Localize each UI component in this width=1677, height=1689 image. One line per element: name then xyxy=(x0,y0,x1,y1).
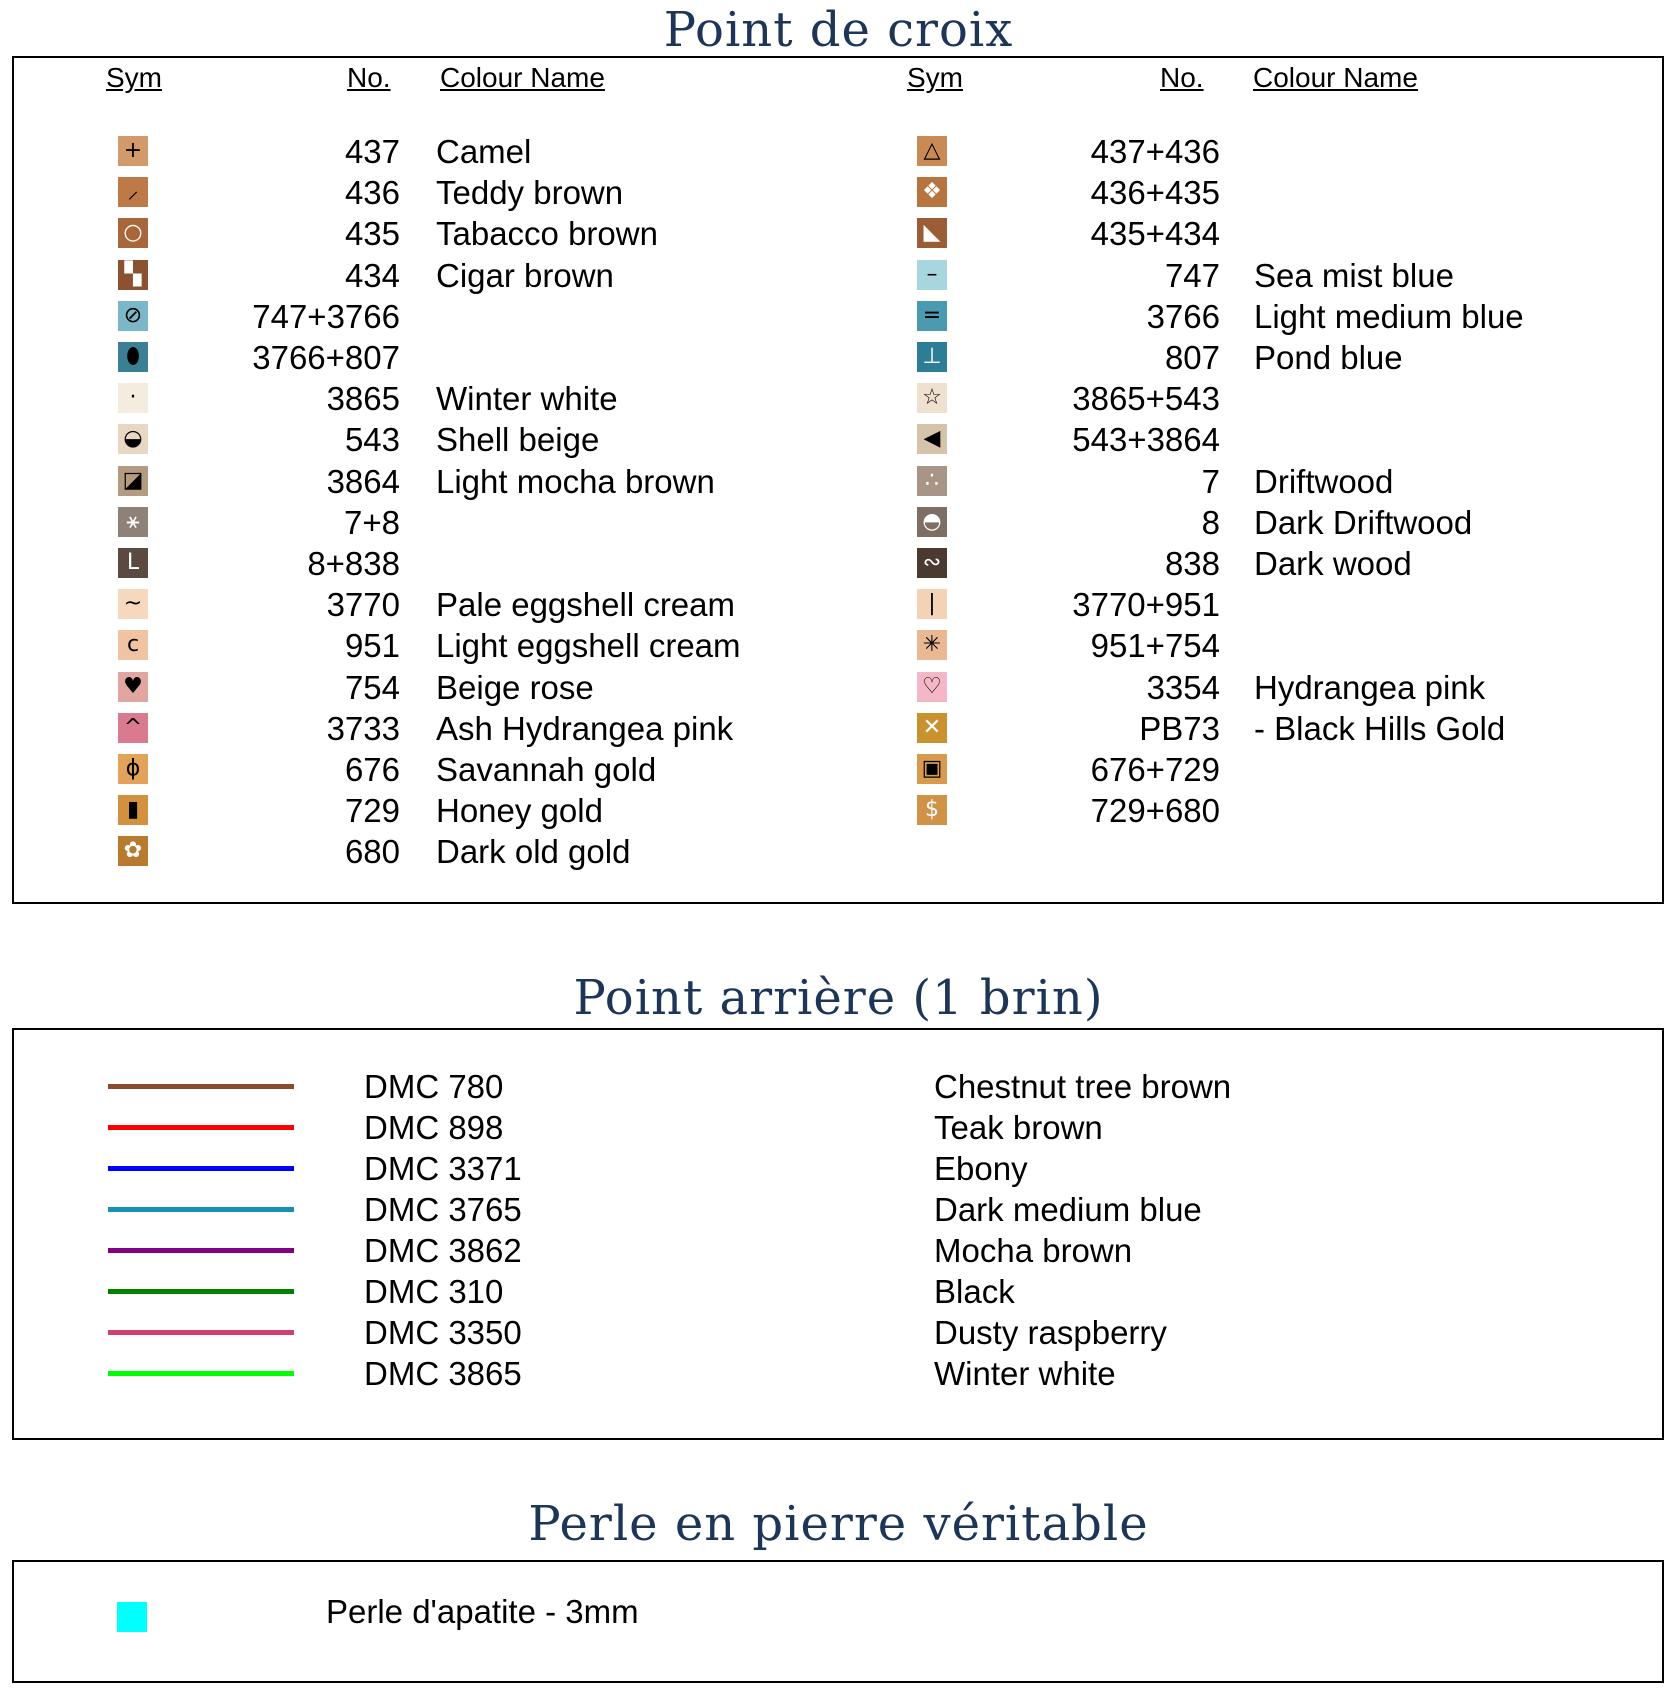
colour-name: Ebony xyxy=(934,1150,1028,1187)
dmc-code: DMC 310 xyxy=(364,1273,504,1310)
letter-l-icon: L xyxy=(118,548,148,578)
colour-name: Dark wood xyxy=(1254,545,1412,582)
thread-line-swatch xyxy=(108,1207,294,1212)
colour-name: Light eggshell cream xyxy=(436,627,741,664)
thread-number: 729+680 xyxy=(1090,792,1220,829)
backstitch-row xyxy=(14,1148,1654,1189)
beads-legend xyxy=(12,1560,1664,1683)
header-name-right: Colour Name xyxy=(1253,62,1418,93)
colour-name: Savannah gold xyxy=(436,751,657,788)
thread-line-swatch xyxy=(108,1330,294,1335)
thread-number: 3865 xyxy=(326,380,400,417)
thread-number: 951+754 xyxy=(1090,627,1220,664)
colour-name: Dark Driftwood xyxy=(1254,504,1473,541)
colour-name: Ash Hydrangea pink xyxy=(436,710,734,747)
thread-number: 747+3766 xyxy=(252,298,400,335)
diagonal-square-icon: ◪ xyxy=(118,466,148,496)
colour-name: Light mocha brown xyxy=(436,463,715,500)
corner-triangle-icon: ◣ xyxy=(917,218,947,248)
legend-row-right xyxy=(14,791,1654,831)
equals-icon: = xyxy=(917,301,947,331)
dmc-code: DMC 3371 xyxy=(364,1150,522,1187)
colour-name: Teddy brown xyxy=(436,174,624,211)
thread-number: 543+3864 xyxy=(1072,421,1220,458)
thread-line-swatch xyxy=(108,1125,294,1130)
thread-number: 680 xyxy=(344,833,400,870)
cross-stitch-title: Point de croix xyxy=(663,2,1014,58)
pin-icon: ⸝ xyxy=(118,177,148,207)
backstitch-row xyxy=(14,1107,1654,1148)
dash-icon: – xyxy=(917,260,947,290)
phi-icon: ϕ xyxy=(118,754,148,784)
legend-row-right xyxy=(14,173,1654,213)
header-name-left: Colour Name xyxy=(440,62,605,93)
thread-number: 3864 xyxy=(326,463,400,500)
thread-line-swatch xyxy=(108,1166,294,1171)
caret-icon: ^ xyxy=(118,713,148,743)
colour-name: Black xyxy=(934,1273,1015,1310)
thread-number: 754 xyxy=(344,669,400,706)
backstitch-title: Point arrière (1 brin) xyxy=(573,970,1104,1026)
tilde-icon: ~ xyxy=(118,589,148,619)
colour-name: Dusty raspberry xyxy=(934,1314,1167,1351)
checker-icon: ▚ xyxy=(118,260,148,290)
legend-row-right xyxy=(14,462,1654,502)
ellipse-icon: ⬮ xyxy=(118,342,148,372)
thread-line-swatch xyxy=(108,1084,294,1089)
dots-icon: ∴ xyxy=(917,466,947,496)
colour-name: Camel xyxy=(436,133,532,170)
header-no-left: No. xyxy=(347,62,391,93)
header-no-right: No. xyxy=(1160,62,1204,93)
backstitch-legend xyxy=(12,1028,1664,1440)
cross-icon: ✕ xyxy=(917,713,947,743)
legend-row-right xyxy=(14,709,1654,749)
heart-outline-icon: ♡ xyxy=(917,672,947,702)
thread-number: 7 xyxy=(1201,463,1220,500)
colour-name: Sea mist blue xyxy=(1254,257,1454,294)
thread-line-swatch xyxy=(108,1248,294,1253)
backstitch-row xyxy=(14,1066,1654,1107)
legend-row-right xyxy=(14,668,1654,708)
thread-number: PB73 xyxy=(1139,710,1220,747)
thread-number: 807 xyxy=(1164,339,1220,376)
colour-name: Dark old gold xyxy=(436,833,631,870)
thread-line-swatch xyxy=(108,1371,294,1376)
backstitch-row xyxy=(14,1230,1654,1271)
thread-number: 3766 xyxy=(1146,298,1220,335)
colour-name: Hydrangea pink xyxy=(1254,669,1486,706)
thread-number: 7+8 xyxy=(344,504,400,541)
colour-name: Tabacco brown xyxy=(436,215,658,252)
colour-name: Cigar brown xyxy=(436,257,614,294)
colour-name: Pale eggshell cream xyxy=(436,586,735,623)
asterisk-icon: ⚹ xyxy=(118,507,148,537)
backstitch-row xyxy=(14,1189,1654,1230)
thread-number: 437 xyxy=(344,133,400,170)
colour-name: Pond blue xyxy=(1254,339,1403,376)
thread-number: 436+435 xyxy=(1090,174,1220,211)
flower-icon: ✿ xyxy=(118,836,148,866)
thread-number: 838 xyxy=(1164,545,1220,582)
heart-icon: ♥ xyxy=(118,672,148,702)
legend-row-right xyxy=(14,297,1654,337)
thread-number: 3865+543 xyxy=(1072,380,1220,417)
dmc-code: DMC 898 xyxy=(364,1109,504,1146)
dmc-code: DMC 3350 xyxy=(364,1314,522,1351)
colour-name: Light medium blue xyxy=(1254,298,1524,335)
bead-name: Perle d'apatite - 3mm xyxy=(326,1593,639,1630)
colour-name: Shell beige xyxy=(436,421,600,458)
bar-icon: ▮ xyxy=(118,795,148,825)
header-sym-left: Sym xyxy=(106,62,162,93)
thread-number: 434 xyxy=(344,257,400,294)
framed-square-icon: ▣ xyxy=(917,754,947,784)
top-half-circle-icon: ◓ xyxy=(917,507,947,537)
thread-number: 8+838 xyxy=(307,545,400,582)
wave-icon: ∾ xyxy=(917,548,947,578)
cross-stitch-legend xyxy=(12,56,1664,904)
thread-number: 3770+951 xyxy=(1072,586,1220,623)
colour-name: Dark medium blue xyxy=(934,1191,1202,1228)
thread-number: 543 xyxy=(344,421,400,458)
legend-row-right xyxy=(14,585,1654,625)
legend-row-right xyxy=(14,503,1654,543)
colour-name: Winter white xyxy=(934,1355,1116,1392)
beads-title: Perle en pierre véritable xyxy=(528,1496,1149,1552)
diamond-cluster-icon: ❖ xyxy=(917,177,947,207)
thread-number: 729 xyxy=(344,792,400,829)
thread-number: 435+434 xyxy=(1090,215,1220,252)
plus-icon: + xyxy=(118,136,148,166)
dmc-code: DMC 3862 xyxy=(364,1232,522,1269)
legend-row-right xyxy=(14,256,1654,296)
slashed-circle-icon: ⊘ xyxy=(118,301,148,331)
thread-line-swatch xyxy=(108,1289,294,1294)
backstitch-row xyxy=(14,1312,1654,1353)
thread-number: 435 xyxy=(344,215,400,252)
legend-row-left xyxy=(14,832,1654,872)
thread-number: 951 xyxy=(344,627,400,664)
legend-row-right xyxy=(14,626,1654,666)
dmc-code: DMC 3865 xyxy=(364,1355,522,1392)
legend-row-right xyxy=(14,750,1654,790)
pipe-icon: | xyxy=(917,589,947,619)
thread-number: 436 xyxy=(344,174,400,211)
dollar-icon: $ xyxy=(917,795,947,825)
colour-name: Chestnut tree brown xyxy=(934,1068,1232,1105)
thread-number: 676 xyxy=(344,751,400,788)
dot-icon: · xyxy=(118,383,148,413)
thread-number: 3770 xyxy=(326,586,400,623)
circle-icon: ○ xyxy=(118,218,148,248)
thread-number: 3354 xyxy=(1146,669,1220,706)
legend-row-right xyxy=(14,379,1654,419)
legend-row-right xyxy=(14,214,1654,254)
colour-name: - Black Hills Gold xyxy=(1254,710,1506,747)
star-icon: ☆ xyxy=(917,383,947,413)
legend-row-right xyxy=(14,420,1654,460)
colour-name: Mocha brown xyxy=(934,1232,1133,1269)
colour-name: Beige rose xyxy=(436,669,594,706)
arrow-left-icon: ◀ xyxy=(917,424,947,454)
triangle-icon: △ xyxy=(917,136,947,166)
colour-name: Honey gold xyxy=(436,792,603,829)
thread-number: 3766+807 xyxy=(252,339,400,376)
up-tack-icon: ⊥ xyxy=(917,342,947,372)
colour-name: Winter white xyxy=(436,380,618,417)
c-icon: c xyxy=(118,630,148,660)
sparkle-icon: ✳ xyxy=(917,630,947,660)
dmc-code: DMC 780 xyxy=(364,1068,504,1105)
legend-row-right xyxy=(14,544,1654,584)
header-sym-right: Sym xyxy=(907,62,963,93)
thread-number: 437+436 xyxy=(1090,133,1220,170)
backstitch-row xyxy=(14,1271,1654,1312)
legend-row-right xyxy=(14,338,1654,378)
thread-number: 676+729 xyxy=(1090,751,1220,788)
colour-name: Driftwood xyxy=(1254,463,1394,500)
thread-number: 747 xyxy=(1164,257,1220,294)
half-circle-icon: ◒ xyxy=(118,424,148,454)
legend-row-right xyxy=(14,132,1654,172)
colour-name: Teak brown xyxy=(934,1109,1103,1146)
backstitch-row xyxy=(14,1353,1654,1394)
dmc-code: DMC 3765 xyxy=(364,1191,522,1228)
apatite-bead-swatch xyxy=(117,1602,147,1632)
thread-number: 8 xyxy=(1201,504,1220,541)
thread-number: 3733 xyxy=(326,710,400,747)
